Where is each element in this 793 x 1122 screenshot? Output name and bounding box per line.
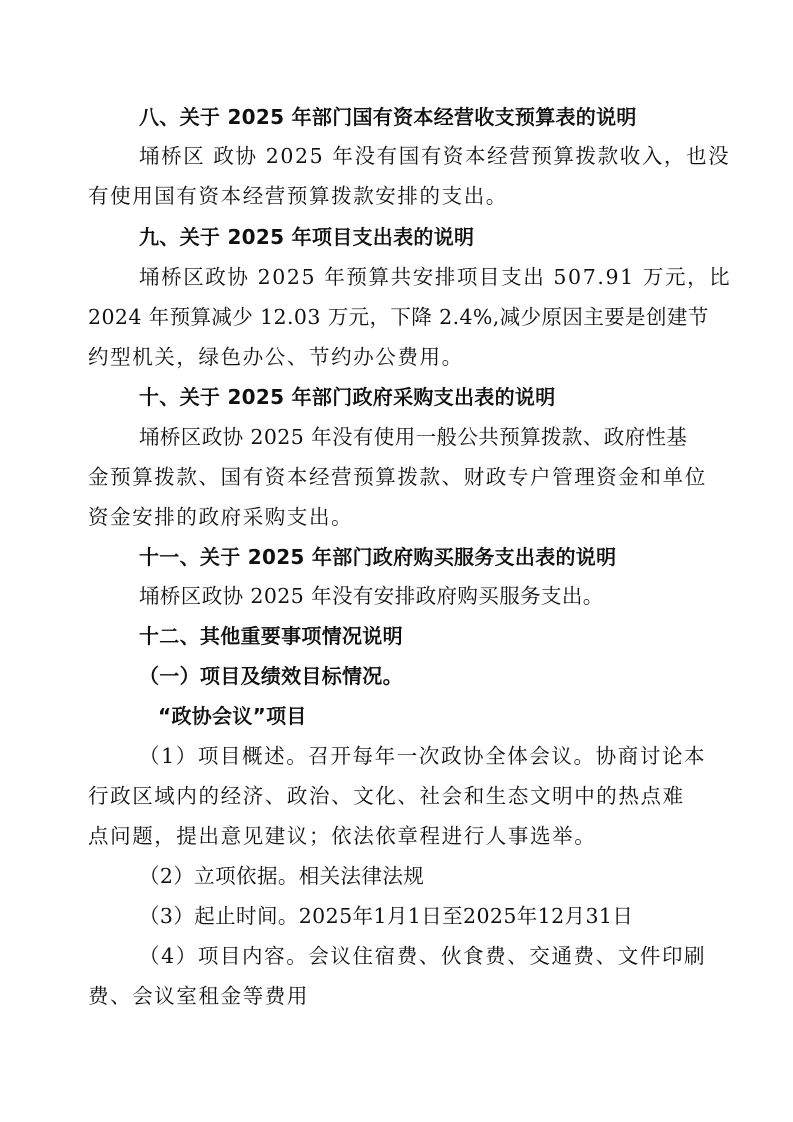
section-11-para-line-1: 埇桥区政协 2025 年没有安排政府购买服务支出。 (139, 584, 604, 608)
item-4-line-1: （4）项目内容。会议住宿费、伙食费、交通费、文件印刷 (139, 944, 707, 968)
item-1-line-2: 行政区域内的经济、政治、文化、社会和生态文明中的热点难 (88, 784, 685, 808)
project-title: “政协会议”项目 (158, 704, 307, 728)
section-9-heading: 九、关于 2025 年项目支出表的说明 (139, 225, 475, 249)
section-8-para-line-2: 有使用国有资本经营预算拨款安排的支出。 (88, 184, 508, 208)
section-9-para-line-1: 埇桥区政协 2025 年预算共安排项目支出 507.91 万元，比 (139, 265, 732, 289)
section-8-para-line-1: 埇桥区 政协 2025 年没有国有资本经营预算拨款收入，也没 (139, 144, 731, 168)
section-11-heading: 十一、关于 2025 年部门政府购买服务支出表的说明 (139, 545, 617, 569)
item-1-line-1: （1）项目概述。召开每年一次政协全体会议。协商讨论本 (139, 744, 707, 768)
item-4-line-2: 费、会议室租金等费用 (88, 984, 309, 1008)
section-12-heading: 十二、其他重要事项情况说明 (139, 624, 403, 648)
section-10-heading: 十、关于 2025 年部门政府采购支出表的说明 (139, 385, 556, 409)
item-3-line: （3）起止时间。2025年1月1日至2025年12月31日 (139, 904, 634, 928)
section-10-para-line-2: 金预算拨款、国有资本经营预算拨款、财政专户管理资金和单位 (88, 465, 707, 489)
section-9-para-line-2: 2024 年预算减少 12.03 万元，下降 2.4%,减少原因主要是创建节 (88, 305, 709, 329)
section-8-heading: 八、关于 2025 年部门国有资本经营收支预算表的说明 (139, 105, 637, 129)
section-9-para-line-3: 约型机关，绿色办公、节约办公费用。 (88, 345, 464, 369)
item-1-line-3: 点问题，提出意见建议；依法依章程进行人事选举。 (88, 824, 597, 848)
item-2-line: （2）立项依据。相关法律法规 (139, 864, 425, 888)
section-10-para-line-1: 埇桥区政协 2025 年没有使用一般公共预算拨款、政府性基 (139, 425, 688, 449)
section-10-para-line-3: 资金安排的政府采购支出。 (88, 505, 354, 529)
subsection-1-heading: （一）项目及绩效目标情况。 (139, 664, 403, 688)
